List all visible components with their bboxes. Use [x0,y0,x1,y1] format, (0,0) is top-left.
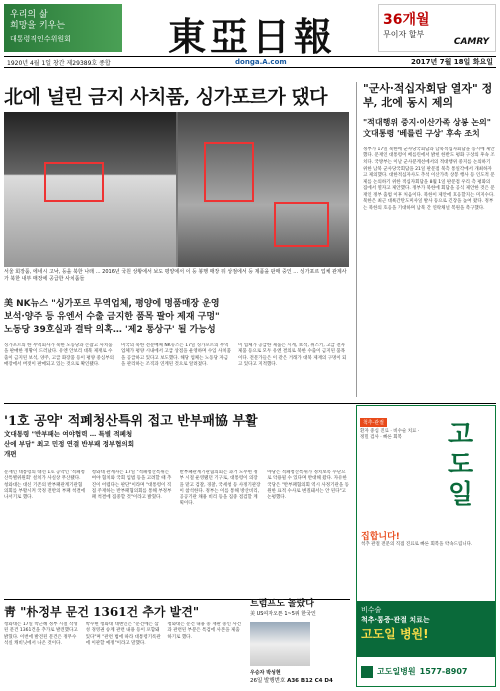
hospital-logo-icon [361,666,373,678]
hospital-phone[interactable]: 1577-8907 [419,667,468,676]
lead-body-col: 미국의 북한 전문매체 NK뉴스는 17일 싱가포르의 무역업체가 평양 시내에서 고급 상점을 운영하며 수입 사치품을 공급하고 있다고 보도했다. 해당 업체는 노동당 자금을 관리하는 조직과 연계된 것으로 알려졌다. [121,343,231,367]
lead-body [4,343,349,396]
sidebar-story [356,82,496,397]
photo-caption: 서울 회장품, 에네시 고낙, 등을 북한 나래 … 2016년 국원 상황에서 보도 평양에서 이 등 봉행 매장 뒤 상점에서 등 제품을 판매 중인 … 싱가포르 업체 관계사가 북한 내부 매장에 공급한 사치품들 [4,269,347,282]
sidebar-subhead: "적대행위 중지·이산가족 상봉 논의" 文대통령 '베를린 구상' 후속 조치 [363,117,491,138]
story2-body-col: 문재인 대통령의 대선 1호 공약인 '적폐청산특별위원회' 설치가 사실상 무산됐다. 청와대는 대신 기존의 반부패관계기관협의회를 부활시켜 국정 전반의 부패 척결에 나서기로 했다. [4,470,86,501]
index-items: A36 B12 C4 D4 [287,678,333,684]
lead-photo [4,112,349,267]
story3-body-col: 청와대는 문건 내용 중 재판 중인 사건과 관련된 부분은 특검에 사본을 제출하기로 했다. [167,622,242,640]
story2-body [4,470,349,595]
ad-right[interactable] [378,4,496,52]
lead-headline[interactable]: 北에 널린 금지 사치품, 싱가포르가 댔다 [4,86,327,108]
ad-headline: 집합니다! [361,532,400,542]
index-label: 26일 발행번호 [250,678,286,684]
photo-highlight-box [44,162,104,202]
ad-footer [357,656,496,686]
hospital-name: 고도일병원 [377,667,416,676]
photo-highlight-box [274,202,329,247]
ad-right-brand: CAMRY [453,37,489,47]
ad-right-big: 36개월 [383,12,430,28]
golf-news-sub: 美 US여자오픈 1~5위 한국인 [250,611,316,617]
ad-top-left [357,406,426,526]
story3-headline[interactable]: 靑 "朴정부 문건 1361건 추가 발견" [4,605,200,619]
issue-date: 2017년 7월 18일 화요일 [411,58,493,66]
ad-left[interactable] [4,4,122,52]
site-url[interactable]: donga.A.com [235,58,287,66]
story2-body-col: 청와대 관계자는 17일 "적폐청산특위는 여야 협치와 국회 입법 등을 고려할 때 추진이 어렵다는 판단"이라며 "대통령이 직접 주재하는 반부패협의회를 통해 부정부패 척결에 집중할 것"이라고 밝혔다. [91,470,172,501]
sidebar-body: 정부가 17일 북한에 군사당국회담과 남북적십자회담을 동시에 제안했다. 문재인 대통령이 베를린에서 밝힌 한반도 평화 구상의 후속 조치다. 국방부는 이날 군사분계선에서의 적대행위 중지를 논의하기 위한 남북 군사당국회담을 21일 판문점 북측 통일각에서 개최하자고 제의했다. 대한적십자사도 추석 이산가족 상봉 행사 등 인도적 문제를 논의하기 위한 적십자회담을 8월 1일 판문점 우리 측 평화의 집에서 열자고 제안했다. 정부가 북한에 회담을 공식 제안한 것은 문재인 정부 출범 이후 처음이다. 북한이 제안에 호응할지는 미지수다. 북한은 최근 대륙간탄도미사일 발사 등으로 긴장을 높여 왔다. 정부는 북한의 호응을 기대하며 남북 간 연락채널 복원을 촉구했다. [363,146,495,211]
story2-body-col: 야당은 적폐청산특위가 정치보복 수단으로 악용될 수 있다며 반대해 왔다. 자유한국당은 "반부패협의회 역시 사정기관을 동원한 표적 수사로 변질돼서는 안 된다"고 논평했다. [267,470,349,501]
lead-subhead-2: 보석·양주 등 유엔서 수출 금지한 품목 팔아 제재 구멍" [4,312,220,323]
ad-banner-a: 비수술 [361,606,382,614]
ad-left-line2: 희망을 키우는 [10,21,66,32]
ad-char: 고 [447,420,474,451]
ad-mid [357,526,495,551]
newspaper-logo: 東亞日報 [168,14,337,59]
hospital-ad[interactable] [356,405,496,687]
ad-char: 일 [447,479,474,510]
ad-banner [357,601,496,656]
golf-player-photo [250,622,310,666]
ad-banner-b: 척추·통증·관절 치료는 [361,616,430,624]
lead-body-col: 이 업체가 공급한 제품은 시계, 보석, 위스키, 고급 전자제품 등으로 모두 유엔 결의로 북한 수출이 금지된 품목이다. 전문가들은 이 같은 거래가 대북 제재의 구멍이 되고 있다고 지적했다. [238,343,347,367]
ad-top [357,406,495,526]
story3-body-col: 박수현 청와대 대변인은 "문건에는 삼성 경영권 승계 관련 내용 등이 포함돼 있다"며 "관련 법에 따라 대통령기록관에 이관할 예정"이라고 말했다. [85,622,161,646]
story2-headline[interactable]: '1호 공약' 적폐청산특위 접고 반부패協 부활 [4,414,258,429]
page-index [250,676,350,684]
dateline-left: 1920년 4월 1일 창간 제29389호 종합 [7,59,111,67]
story2-subhead: 文대통령 "반부패는 여야협력 … 특별 적폐청산에 부담" 최고 민정 연결 반부패 정부협의회 개편 [4,430,134,458]
golf-news-title[interactable]: 트럼프도 놀랐다 [250,599,314,609]
sidebar-headline[interactable]: "군사·적십자회담 열자" 정부, 北에 동시 제의 [363,82,493,110]
masthead [0,0,500,70]
ad-subtext: 척추 관절 전문의 직접 진료로 빠른 회복을 약속드립니다. [361,542,473,547]
story3-body-col: 청와대는 17일 박근혜 정부 시절 작성된 문건 1361건을 추가로 발견했다고 밝혔다. 이번에 발견된 문건은 정무수석실 캐비닛에서 나온 것이다. [4,622,78,646]
ad-left-sub: 대통령직인수위원회 [10,34,71,43]
ad-char: 도 [447,450,474,481]
dateline [4,56,496,68]
ad-right-small: 무이자 할부 [383,30,425,39]
lead-subhead-3: 노동당 39호실과 결탁 의혹… '제2 통상구' 될 가능성 [4,325,216,336]
photo-highlight-box [204,142,254,202]
story3-body [4,622,244,687]
golf-news-box [250,596,350,688]
golf-photo-caption: 우승자 박성현 [250,670,281,676]
lead-subhead-1: 美 NK뉴스 "싱가포르 무역업체, 평양에 명품매장 운영 [4,299,220,309]
ad-banner-c: 고도일 병원! [361,627,429,641]
section-divider [4,403,496,404]
ad-tag: 척추·관절 [360,418,387,427]
ad-vertical-title [426,406,495,526]
ad-left-line1: 우리의 삶 [10,10,48,20]
lead-subhead [4,298,349,337]
story2-body-col: 반부패관계기관협의회는 과거 노무현 정부 시절 운영됐던 기구로, 대통령이 의장을 맡고 검찰, 경찰, 국세청 등 사정기관장이 참석한다. 정부는 이를 통해 방산비리, 공공기관 채용 비리 등을 집중 점검할 계획이다. [179,470,261,507]
lead-body-col: 싱가포르의 한 무역회사가 북한 노동당과 손잡고 사치품을 판매한 정황이 드러났다. 유엔 안보리 대북 제재로 수출이 금지된 보석, 양주, 고급 화장품 등이 평양 중심부의 매장에서 버젓이 판매되고 있는 것으로 확인됐다. [4,343,114,367]
ad-lines: 환자 중심 진료 · 비수술 치료 · 정밀 검사 · 빠른 회복 [360,429,420,441]
